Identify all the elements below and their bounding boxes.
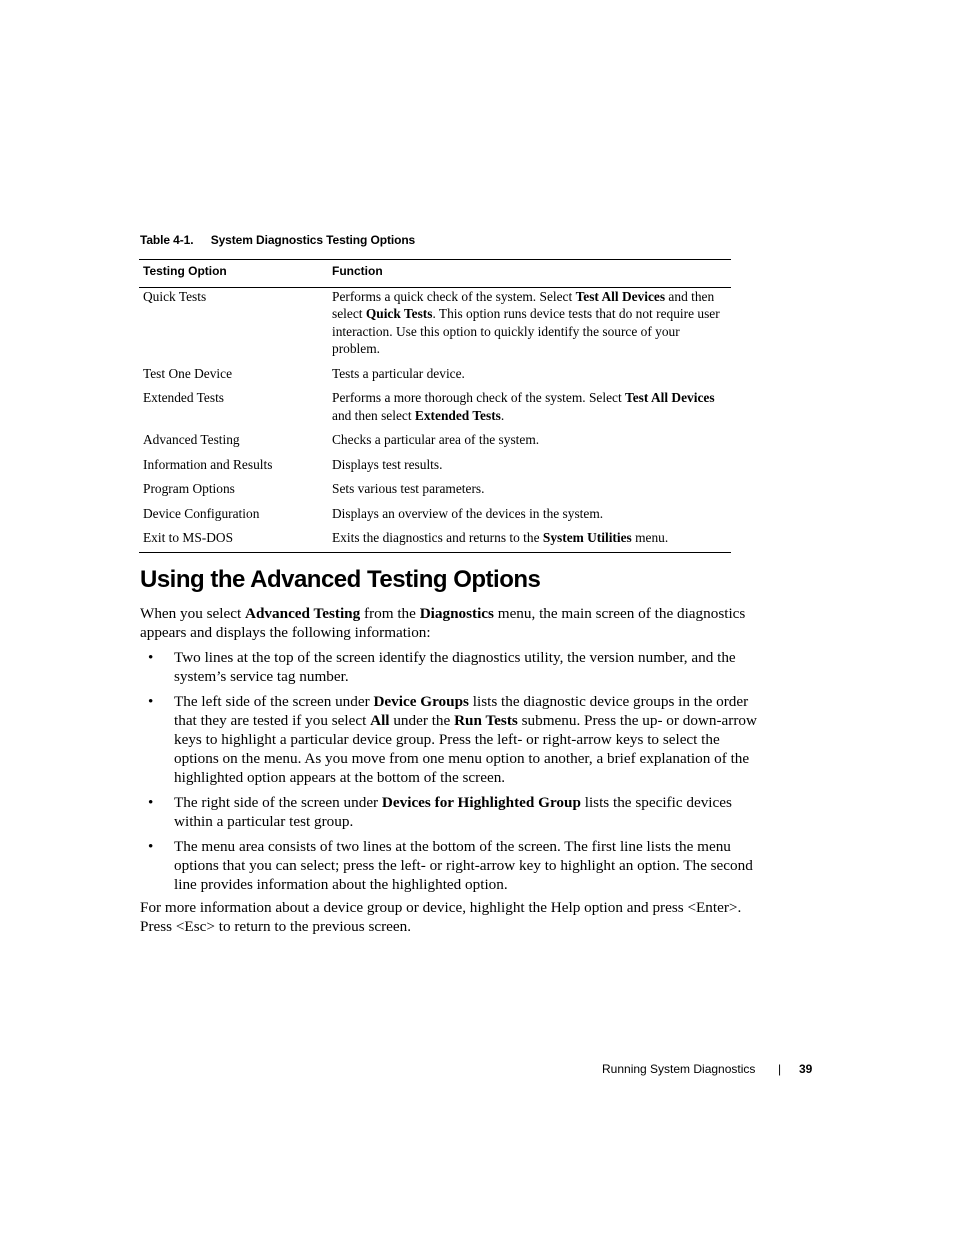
text-run: . This option runs device tests that do not require user interaction. Use this option to quickly identify the source of your problem. — [332, 306, 720, 356]
bold-term: System Utilities — [542, 530, 632, 545]
text-run: from the — [360, 605, 420, 622]
testing-option-cell: Exit to MS-DOS — [139, 529, 328, 552]
testing-option-cell: Advanced Testing — [143, 432, 240, 447]
closing-paragraph — [140, 898, 760, 936]
text-run: The left side of the screen under — [174, 693, 374, 710]
bold-term: Advanced Testing — [245, 605, 361, 622]
function-cell — [328, 287, 731, 365]
text-run: lists the diagnostic device groups in the order that they are tested if you select — [174, 693, 749, 729]
table-row — [139, 456, 731, 481]
bold-term: Diagnostics — [419, 605, 494, 622]
function-cell — [328, 365, 731, 390]
testing-option-cell: Program Options — [143, 481, 235, 496]
table-row — [139, 431, 731, 456]
info-bullet-list — [140, 648, 760, 900]
bold-term: Quick Tests — [365, 306, 433, 321]
text-run: Performs a more thorough check of the system. Select — [332, 390, 626, 405]
text-run: submenu. Press the up- or down-arrow keys to highlight a particular device group. Press the left- or right-arrow keys to select the options on the menu. As you move from one menu option to another, a brief explanation of the highlighted option appears at the bottom of the screen. — [174, 712, 757, 786]
table-row — [139, 529, 731, 552]
text-run: lists the specific devices within a particular test group. — [174, 794, 732, 830]
function-cell — [328, 505, 731, 530]
bold-term: All — [370, 712, 390, 729]
text-run: The right side of the screen under — [174, 794, 382, 811]
table-caption-title: System Diagnostics Testing Options — [210, 233, 416, 247]
text-run: menu, the main screen of the diagnostics appears and displays the following information: — [140, 605, 746, 641]
testing-option-cell: Device Configuration — [143, 505, 260, 521]
function-cell — [328, 389, 731, 431]
testing-option-cell: Information and Results — [143, 456, 273, 472]
text-run: menu. — [631, 530, 669, 545]
text-run: Checks a particular area of the system. — [332, 432, 540, 447]
list-item — [140, 793, 760, 831]
bullet-icon: • — [148, 794, 154, 811]
table-row — [139, 365, 731, 390]
testing-option-cell: Test One Device — [143, 365, 233, 381]
section-heading: Using the Advanced Testing Options — [140, 566, 541, 593]
text-run: For more information about a device group or device, highlight the Help option and press <Enter>. Press <Esc> to return to the previous screen. — [140, 899, 742, 935]
list-item — [140, 837, 760, 894]
testing-options-table — [139, 259, 731, 553]
text-run: under the — [389, 712, 455, 729]
page-number: 39 — [799, 1062, 813, 1076]
text-run: When you select — [140, 605, 246, 622]
table-body — [139, 287, 731, 552]
bullet-icon: • — [148, 649, 154, 666]
table-row — [139, 389, 731, 431]
function-cell — [328, 480, 731, 505]
text-run: and then select — [332, 288, 715, 321]
table-row — [139, 505, 731, 530]
text-run: . — [500, 407, 505, 423]
bullet-icon: • — [148, 693, 154, 710]
table-header-row — [139, 260, 731, 288]
intro-paragraph — [140, 604, 760, 642]
list-item — [140, 648, 760, 686]
function-cell — [328, 431, 731, 456]
bold-term: Devices for Highlighted Group — [381, 794, 581, 811]
bold-term: Test All Devices — [575, 288, 666, 304]
column-header-function: Function — [328, 260, 731, 288]
table-row — [139, 287, 731, 365]
text-run: Displays test results. — [332, 456, 443, 472]
footer-separator: | — [778, 1062, 782, 1076]
text-run: and then select — [332, 407, 415, 423]
testing-option-cell: Extended Tests — [143, 390, 225, 405]
column-header-testing-option: Testing Option — [139, 260, 328, 288]
table-caption-number: Table 4-1. — [140, 233, 194, 247]
table-caption — [140, 233, 415, 247]
text-run: Performs a quick check of the system. Select — [332, 288, 576, 304]
text-run: Tests a particular device. — [332, 365, 465, 381]
text-run: Two lines at the top of the screen identify the diagnostics utility, the version number, and the system’s service tag number. — [174, 649, 736, 685]
function-cell — [328, 456, 731, 481]
list-item — [140, 692, 760, 787]
footer-section-title: Running System Diagnostics — [602, 1062, 756, 1076]
function-cell — [328, 529, 731, 552]
text-run: Exits the diagnostics and returns to the — [332, 530, 543, 545]
testing-option-cell: Quick Tests — [143, 288, 207, 304]
text-run: Displays an overview of the devices in the system. — [332, 505, 604, 521]
bullet-icon: • — [148, 838, 154, 855]
bold-term: Device Groups — [373, 693, 469, 710]
bold-term: Extended Tests — [414, 407, 501, 423]
table-row — [139, 480, 731, 505]
bold-term: Test All Devices — [625, 390, 715, 405]
text-run: The menu area consists of two lines at the bottom of the screen. The first line lists the menu options that you can select; press the left- or right-arrow key to highlight an option. The second line provides information about the highlighted option. — [174, 838, 753, 893]
text-run: Sets various test parameters. — [332, 481, 485, 496]
bold-term: Run Tests — [454, 712, 518, 729]
